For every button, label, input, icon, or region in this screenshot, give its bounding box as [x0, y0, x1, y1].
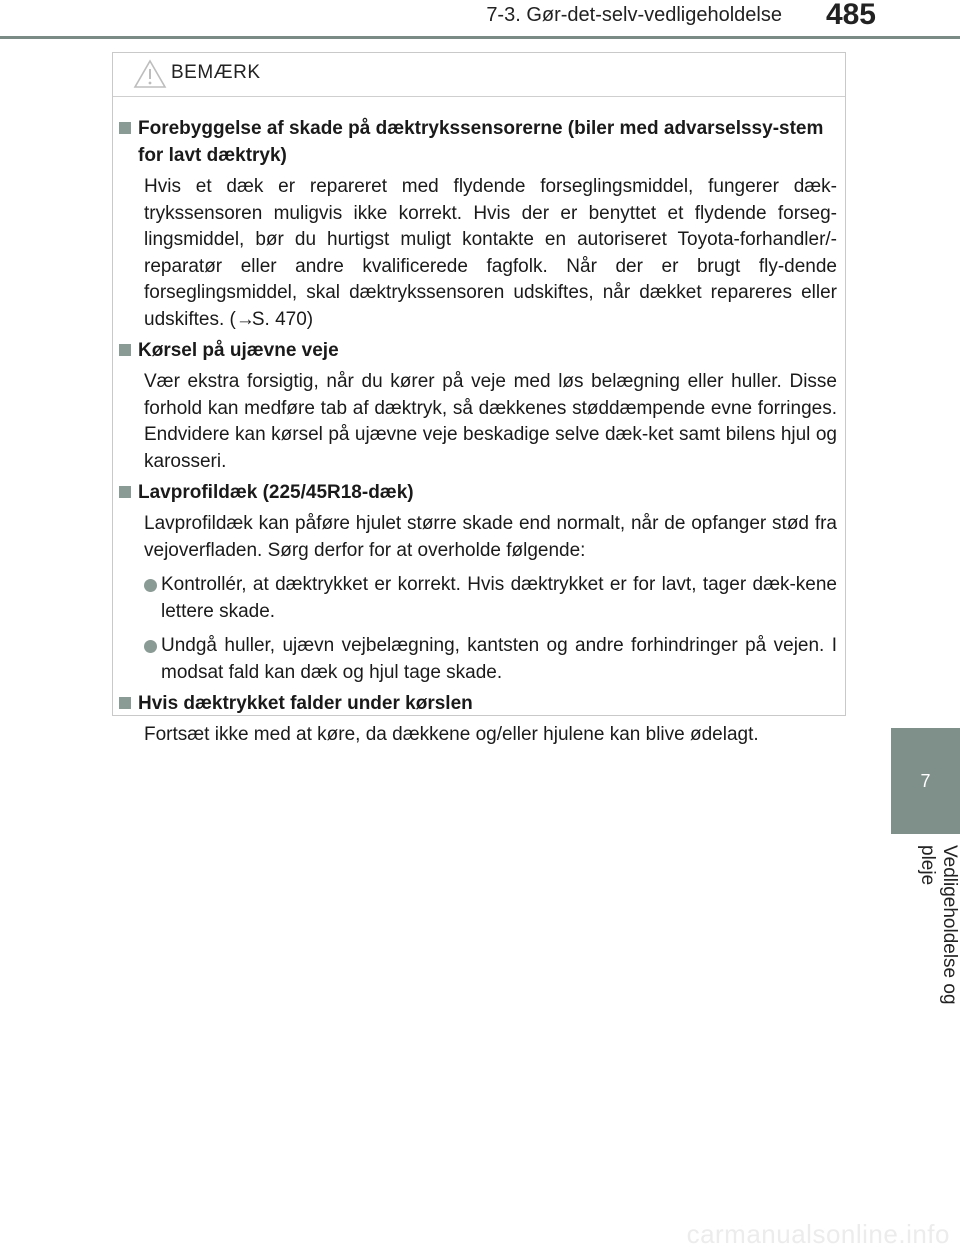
note-header	[113, 53, 845, 97]
section-paragraph-pressure-drop: Fortsæt ikke med at køre, da dækkene og/eller hjulene kan blive ødelagt.	[144, 724, 759, 745]
watermark: carmanualsonline.info	[686, 1219, 950, 1249]
section-paragraph-low-profile: Lavprofildæk kan påføre hjulet større skade end normalt, når de opfanger stød fra vejoverfladen. Sørg derfor for at overholde følgende:	[144, 513, 837, 561]
square-bullet-icon	[119, 122, 131, 134]
chapter-number: 7	[920, 770, 931, 791]
section-paragraph-rough-roads: Vær ekstra forsigtig, når du kører på veje med løs belægning eller huller. Disse forhold kan medføre tab af dæktryk, så dækkenes støddæmpende evne forringes. Endvidere kan kørsel på ujævne veje beskadige selve dæk-ket samt bilens hjul og karosseri.	[144, 371, 837, 472]
chapter-label: Vedligeholdelse og pleje	[917, 845, 960, 1005]
page-number: 485	[825, 0, 876, 31]
warning-triangle-icon	[133, 59, 167, 89]
section-paragraph-tpms: Hvis et dæk er repareret med flydende forseglingsmiddel, fungerer dæk-trykssensoren muligvis ikke korrekt. Hvis der er benyttet et flydende forseg-lingsmiddel, bør du hurtigst muligt kontakte en autoriseret Toyota-forhandler/-reparatør eller andre kvalificerede fagfolk. Når der er brugt fly-dende forseglingsmiddel, skal dæktrykssensoren udskiftes, når dækket repareres eller udskiftes. (→S. 470)	[144, 174, 837, 333]
section-title: 7-3. Gør-det-selv-vedligeholdelse	[486, 4, 782, 26]
reference-arrow-icon: →	[235, 308, 255, 330]
square-bullet-icon	[119, 697, 131, 709]
section-heading-pressure-drop: Hvis dæktrykket falder under kørslen	[119, 690, 837, 717]
circle-bullet-icon	[144, 579, 157, 592]
square-bullet-icon	[119, 344, 131, 356]
note-box	[112, 52, 846, 745]
circle-bullet-icon	[144, 640, 157, 653]
chapter-tab[interactable]	[891, 728, 960, 834]
section-heading-rough-roads: Kørsel på ujævne veje	[119, 337, 837, 364]
list-item: Undgå huller, ujævn vejbelægning, kantsten og andre forhindringer på vejen. I modsat fald kan dæk og hjul tage skade.	[144, 633, 837, 686]
header-divider	[0, 36, 960, 39]
note-header-label: BEMÆRK	[171, 62, 261, 83]
section-heading-low-profile: Lavprofildæk (225/45R18-dæk)	[119, 479, 837, 506]
section-heading-tpms: Forebyggelse af skade på dæktrykssensorerne (biler med advarselssy-stem for lavt dæktryk)	[119, 115, 837, 169]
page-reference-link[interactable]: S. 470)	[251, 308, 314, 330]
list-item: Kontrollér, at dæktrykket er korrekt. Hvis dæktrykket er for lavt, tager dæk-kene lettere skade.	[144, 572, 837, 625]
note-content	[113, 97, 845, 749]
square-bullet-icon	[119, 486, 131, 498]
